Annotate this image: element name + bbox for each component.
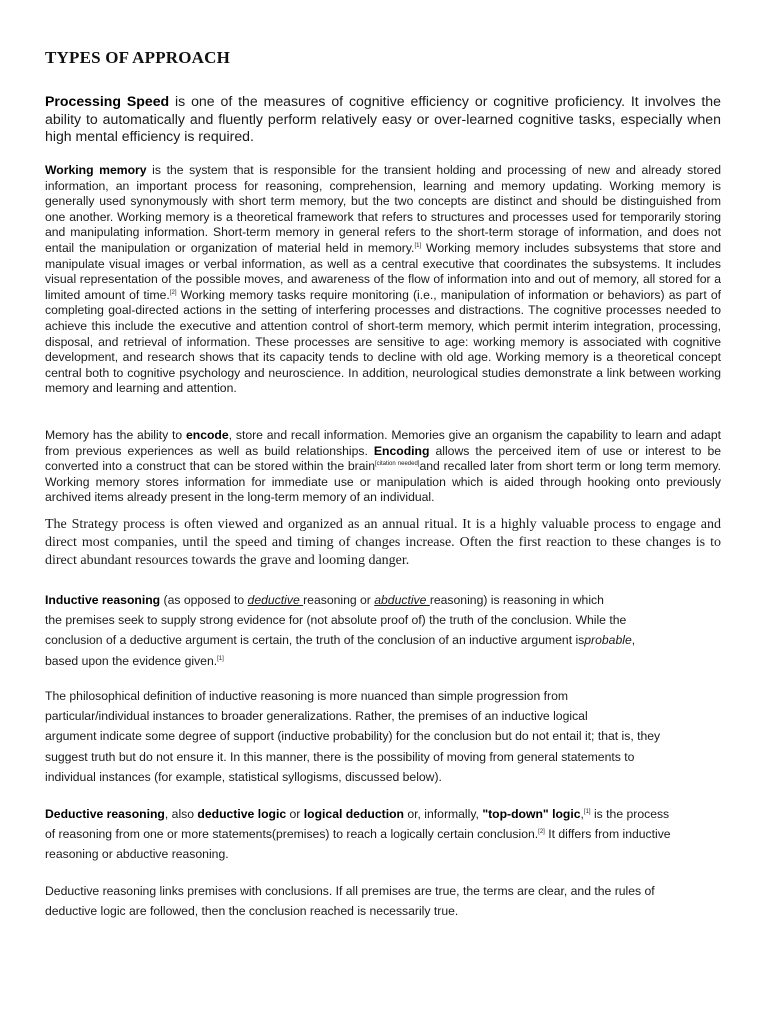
deductive-reasoning-paragraph [45, 804, 721, 865]
deductive-links-paragraph [45, 881, 721, 921]
working-memory-text-1: is the system that is responsible for the transient holding and processing of new and already stored information, an important process for reasoning, comprehension, learning and memory updating. Working memory is generally used synonymously with short term memory, but the two concepts are distinct and should be distinguished from one another. Working memory is a theoretical framework that refers to structures and processes used for temporarily storing and manipulating information. Short-term memory in general refers to the short-term storage of information, and does not entail the manipulation or organization of material held in memory. [45, 163, 721, 255]
deductive-text: or [286, 807, 304, 821]
encoding-term: Encoding [373, 443, 430, 458]
deductive-text: or, informally, [403, 807, 483, 821]
processing-speed-text: is one of the measures of cognitive efficiency or cognitive proficiency. It involves the ability to automatically and fluently perform relatively easy or over-learned cognitive tasks, especially when high mental efficiency is required. [45, 93, 721, 144]
inductive-definition-paragraph [45, 686, 721, 787]
inductive-def-line: particular/individual instances to broader generalizations. Rather, the premises of an inductive logical [45, 709, 588, 724]
citation-ref[interactable]: [1] [414, 242, 422, 249]
deductive-links-line: deductive logic are followed, then the conclusion reached is necessarily true. [45, 904, 459, 919]
inductive-text: , [631, 633, 636, 648]
working-memory-paragraph [45, 163, 721, 397]
inductive-def-line: argument indicate some degree of support (inductive probability) for the conclusion but do not entail it; that is, they [45, 729, 661, 744]
inductive-def-line: The philosophical definition of inductive reasoning is more nuanced than simple progression from [45, 689, 569, 703]
inductive-def-line: suggest truth but do not ensure it. In this manner, there is the possibility of moving from general statements to [45, 749, 635, 764]
inductive-text: (as opposed to [160, 593, 248, 607]
deductive-reasoning-term: Deductive reasoning [45, 807, 165, 821]
deductive-line-2: of reasoning from one or more statements(premises) to reach a logically certain conclusion. [45, 827, 539, 842]
deductive-links-line: Deductive reasoning links premises with conclusions. If all premises are true, the terms are clear, and the rules of [45, 884, 655, 898]
deductive-link[interactable]: deductive [247, 593, 304, 607]
working-memory-text-2: Working memory includes subsystems that store and manipulate visual images or verbal information, as well as a central executive that coordinates the subsystems. It includes visual representation of the possible moves, and awareness of the flow of information into and out of memory, all stored for a limited amount of time. [45, 240, 721, 302]
deductive-text: is the process [590, 807, 670, 821]
memory-text-1: Memory has the ability to [45, 428, 186, 442]
memory-text-3: allows the perceived item of use or interest to be converted into a construct that can be stored within the brain [45, 443, 721, 474]
processing-speed-term: Processing Speed [45, 93, 170, 109]
citation-needed-ref[interactable]: [citation needed] [375, 461, 420, 468]
inductive-line-2: the premises seek to supply strong evidence for (not absolute proof of) the truth of the conclusion. While the [45, 613, 627, 628]
memory-paragraph [45, 428, 721, 506]
deductive-text: , [580, 807, 584, 821]
top-down-logic-term: "top-down" logic [482, 807, 581, 821]
deductive-line-3: reasoning or abductive reasoning. [45, 847, 229, 862]
memory-text-4: and recalled later from short term or long term memory. Working memory stores information for immediate use or manipulation which is aided through hooking onto previously archived items already present in the long-term memory of an individual. [45, 459, 721, 505]
inductive-def-line: individual instances (for example, statistical syllogisms, discussed below). [45, 769, 442, 784]
page-title: TYPES OF APPROACH [45, 48, 231, 67]
citation-ref[interactable]: [1] [217, 655, 224, 662]
inductive-text: reasoning or [303, 593, 375, 607]
logical-deduction-term: logical deduction [303, 807, 404, 821]
inductive-line-4: based upon the evidence given. [45, 653, 218, 668]
citation-ref[interactable]: [1] [583, 809, 591, 815]
probable-term: probable [584, 633, 632, 648]
deductive-text: It differs from inductive [544, 827, 671, 842]
inductive-text: reasoning) is reasoning in which [429, 593, 604, 607]
working-memory-text-3: Working memory tasks require monitoring (i.e., manipulation of information or behaviors) as part of completing goal-directed actions in the setting of interfering processes and distractions. The cognitive processes needed to achieve this include the executive and attention control of short-term memory, which permit interim integration, processing, disposal, and retrieval of information. These processes are sensitive to age: working memory is associated with cognitive development, and research shows that its capacity tends to decline with old age. Working memory is a theoretical concept central both to cognitive psychology and neuroscience. In addition, neurological studies demonstrate a link between working memory and learning and attention. [45, 287, 721, 396]
processing-speed-paragraph [45, 93, 721, 146]
strategy-paragraph: The Strategy process is often viewed and organized as an annual ritual. It is a highly valuable process to engage and direct most companies, until the speed and timing of changes increase. Often the first reaction to these changes is to direct abundant resources towards the grave and looming danger. [45, 517, 721, 568]
citation-ref[interactable]: [2] [169, 289, 177, 296]
inductive-reasoning-paragraph [45, 590, 721, 671]
deductive-logic-term: deductive logic [197, 807, 287, 821]
citation-ref[interactable]: [2] [538, 829, 545, 836]
abductive-link[interactable]: abductive [374, 593, 430, 607]
deductive-text: , also [164, 807, 198, 821]
inductive-reasoning-term: Inductive reasoning [45, 593, 161, 607]
inductive-line-3: conclusion of a deductive argument is certain, the truth of the conclusion of an inductive argument is [45, 633, 585, 648]
working-memory-term: Working memory [45, 163, 147, 177]
encode-term: encode [185, 428, 229, 442]
memory-text-2: , store and recall information. Memories give an organism the capability to learn and adapt from previous experiences as well as build relationships. [45, 428, 722, 458]
